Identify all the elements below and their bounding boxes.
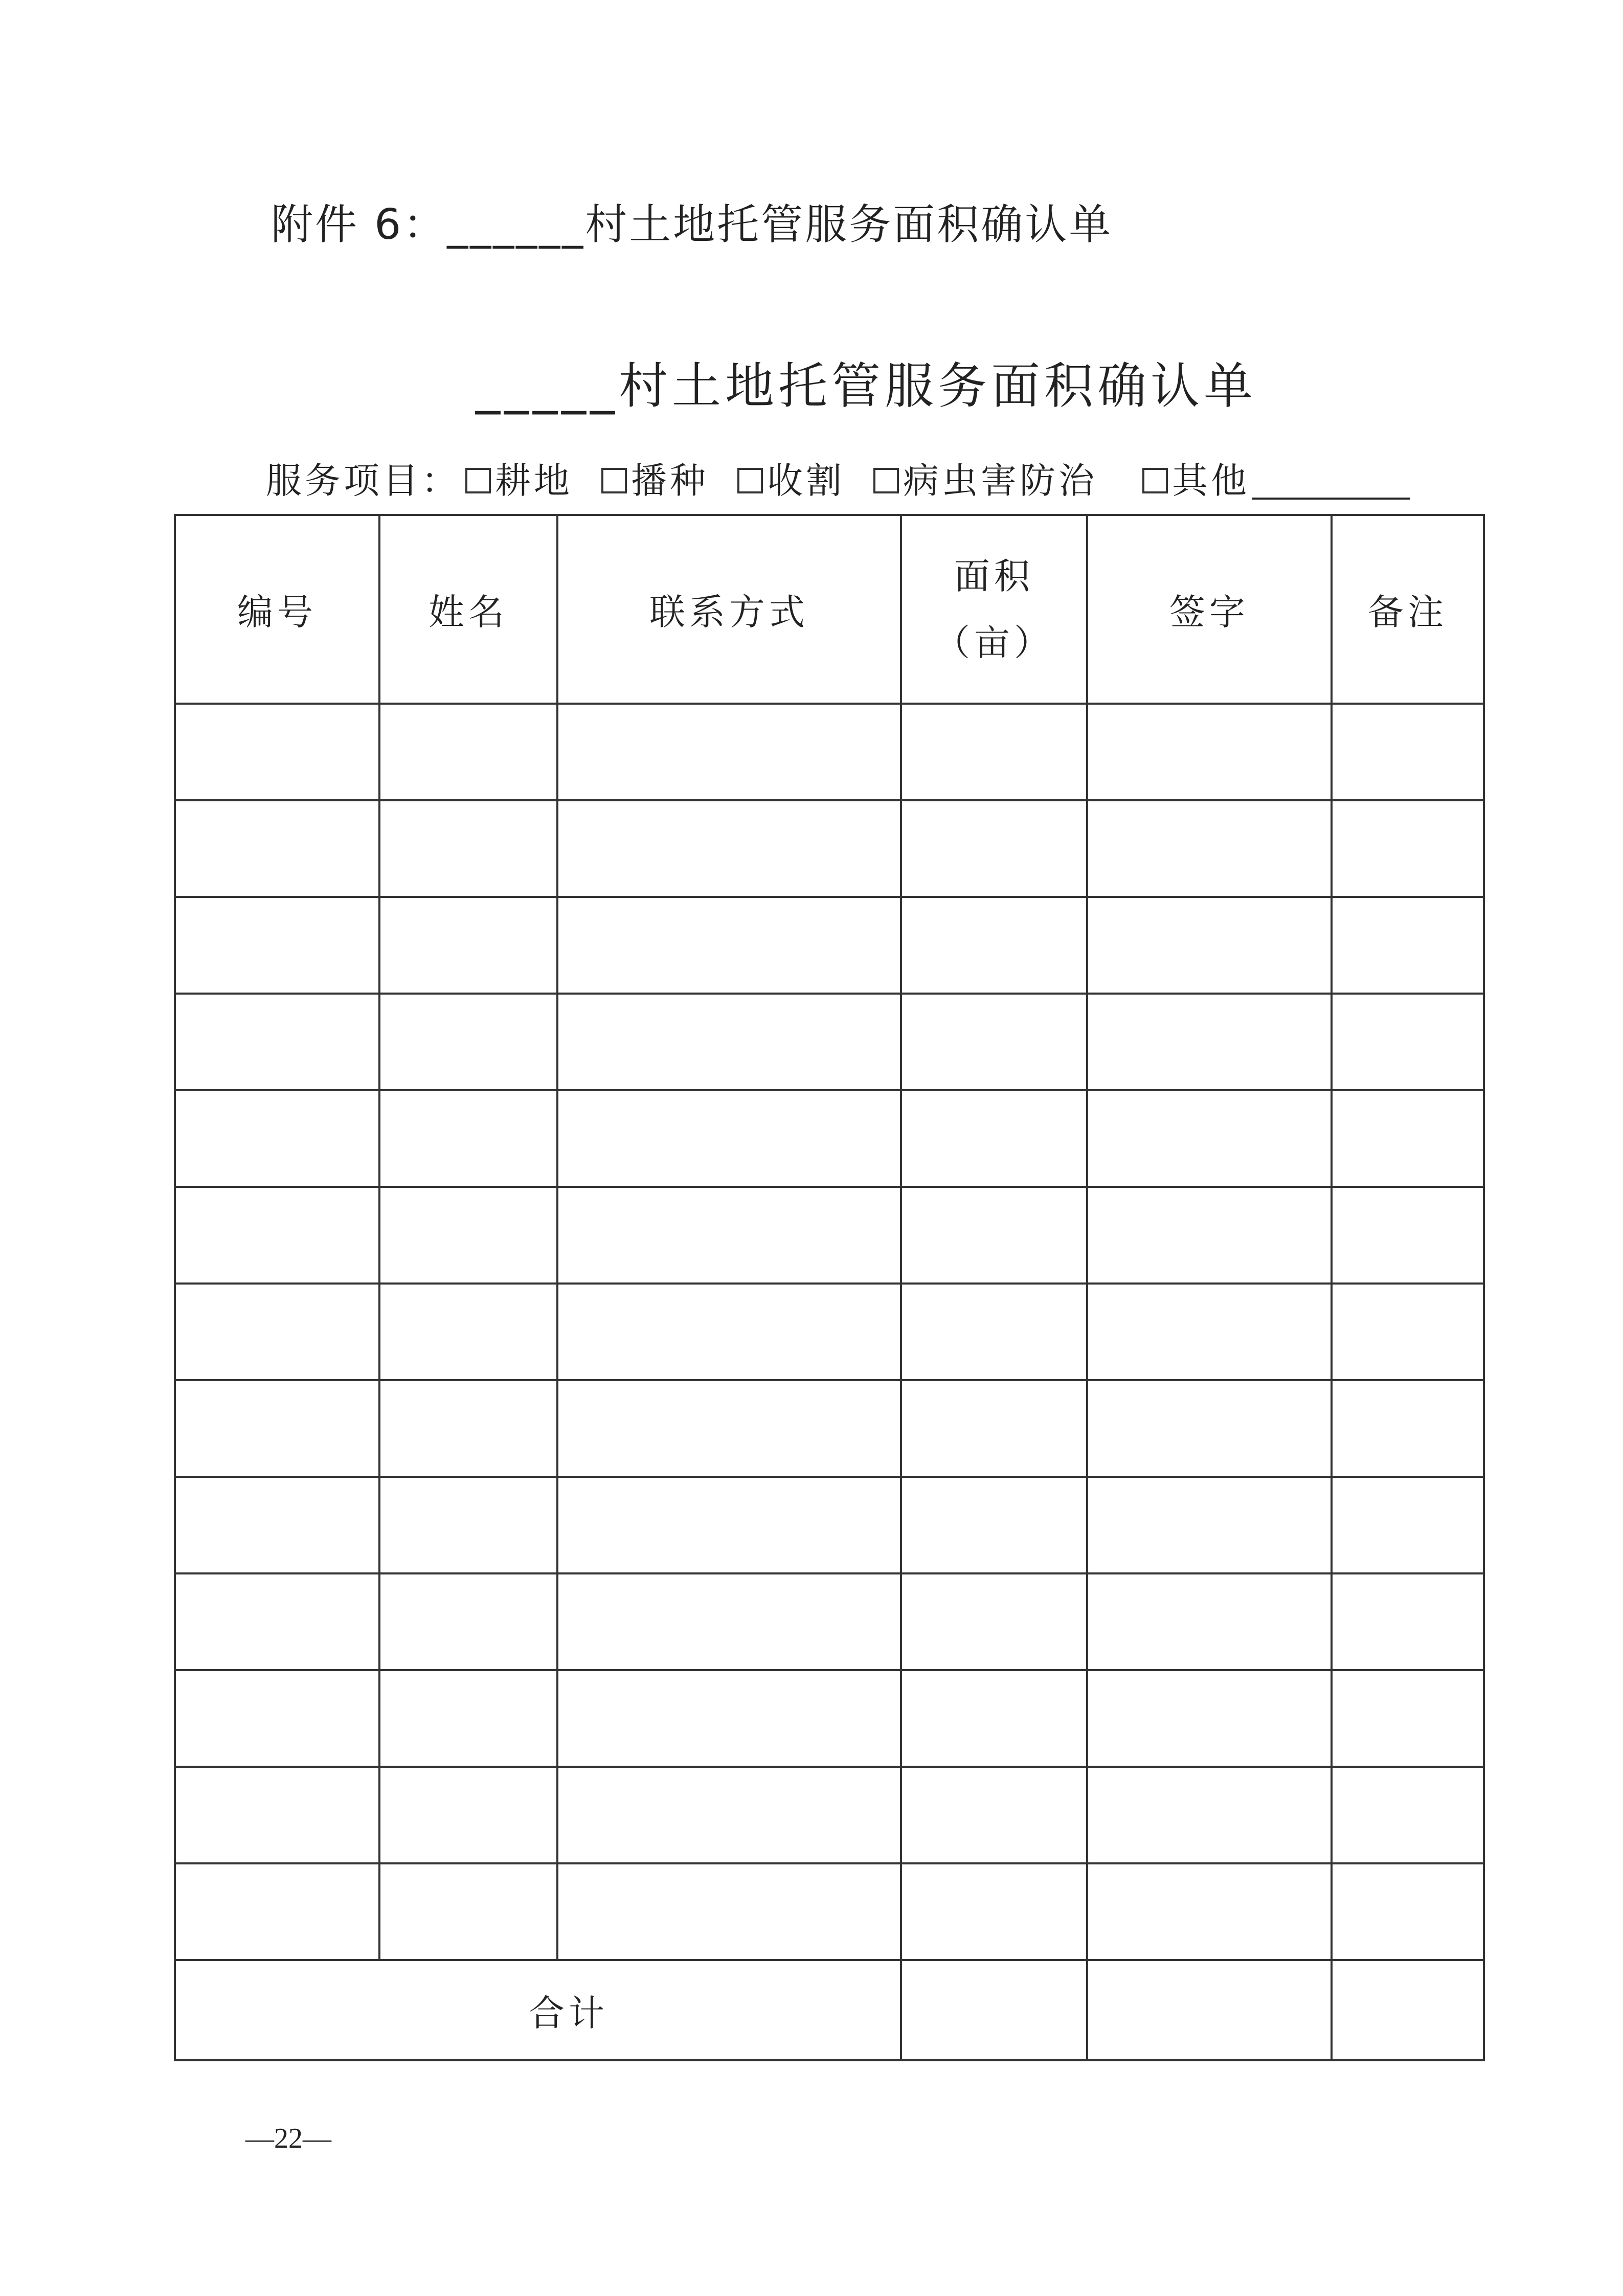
name-cell[interactable] — [379, 1090, 557, 1187]
remarks-cell[interactable] — [1332, 1380, 1484, 1477]
number-cell[interactable] — [175, 1284, 379, 1380]
option-harvesting[interactable] — [737, 455, 845, 506]
table-row — [175, 1573, 1484, 1670]
table-header-row — [175, 515, 1484, 704]
signature-cell[interactable] — [1087, 704, 1332, 800]
number-cell[interactable] — [175, 1767, 379, 1863]
contact-cell[interactable] — [557, 1090, 901, 1187]
name-cell[interactable] — [379, 1284, 557, 1380]
name-cell[interactable] — [379, 1187, 557, 1284]
harvesting-checkbox[interactable] — [737, 468, 763, 493]
area-cell[interactable] — [901, 1090, 1087, 1187]
table-row — [175, 1863, 1484, 1960]
table-row — [175, 1767, 1484, 1863]
number-cell[interactable] — [175, 1477, 379, 1573]
number-cell[interactable] — [175, 1670, 379, 1767]
table-row — [175, 1670, 1484, 1767]
total-remarks-cell[interactable] — [1332, 1960, 1484, 2060]
remarks-cell[interactable] — [1332, 1863, 1484, 1960]
name-cell[interactable] — [379, 897, 557, 994]
signature-cell[interactable] — [1087, 994, 1332, 1090]
area-cell[interactable] — [901, 1767, 1087, 1863]
remarks-cell[interactable] — [1332, 1284, 1484, 1380]
table-row — [175, 800, 1484, 897]
option-label: 其他 — [1172, 460, 1250, 502]
remarks-cell[interactable] — [1332, 897, 1484, 994]
contact-cell[interactable] — [557, 1573, 901, 1670]
area-confirmation-table — [174, 514, 1485, 2061]
area-cell[interactable] — [901, 1477, 1087, 1573]
other-specify-blank[interactable] — [1252, 462, 1410, 500]
area-cell[interactable] — [901, 704, 1087, 800]
table-row — [175, 1284, 1484, 1380]
header-remarks: 备注 — [1332, 515, 1484, 704]
number-cell[interactable] — [175, 704, 379, 800]
table-row — [175, 994, 1484, 1090]
remarks-cell[interactable] — [1332, 1767, 1484, 1863]
name-cell[interactable] — [379, 1863, 557, 1960]
signature-cell[interactable] — [1087, 897, 1332, 994]
name-cell[interactable] — [379, 1477, 557, 1573]
remarks-cell[interactable] — [1332, 1090, 1484, 1187]
table-row — [175, 1380, 1484, 1477]
remarks-cell[interactable] — [1332, 800, 1484, 897]
title-text: 村土地托管服务面积确认单 — [619, 357, 1257, 415]
number-cell[interactable] — [175, 897, 379, 994]
name-cell[interactable] — [379, 1670, 557, 1767]
signature-cell[interactable] — [1087, 1767, 1332, 1863]
signature-cell[interactable] — [1087, 800, 1332, 897]
header-area-unit: （亩） — [934, 621, 1054, 664]
attachment-prefix: 附件 6： — [271, 200, 447, 249]
name-cell[interactable] — [379, 1573, 557, 1670]
pest-control-checkbox[interactable] — [873, 468, 899, 493]
contact-cell[interactable] — [557, 994, 901, 1090]
number-cell[interactable] — [175, 1573, 379, 1670]
title-village-blank[interactable]: _____ — [476, 357, 619, 415]
signature-cell[interactable] — [1087, 1380, 1332, 1477]
area-cell[interactable] — [901, 1573, 1087, 1670]
contact-cell[interactable] — [557, 800, 901, 897]
name-cell[interactable] — [379, 1767, 557, 1863]
table-row — [175, 897, 1484, 994]
contact-cell[interactable] — [557, 1670, 901, 1767]
service-items-label: 服务项目： — [266, 460, 460, 502]
option-label: 病虫害防治 — [903, 460, 1097, 502]
option-pest-control[interactable] — [873, 455, 1097, 506]
signature-cell[interactable] — [1087, 1863, 1332, 1960]
contact-cell[interactable] — [557, 897, 901, 994]
attachment-title: 村土地托管服务面积确认单 — [585, 200, 1113, 249]
service-items-row — [266, 455, 1410, 506]
area-cell[interactable] — [901, 994, 1087, 1090]
area-cell[interactable] — [901, 1187, 1087, 1284]
remarks-cell[interactable] — [1332, 704, 1484, 800]
number-cell[interactable] — [175, 994, 379, 1090]
table-row — [175, 1090, 1484, 1187]
header-number: 编号 — [175, 515, 379, 704]
sowing-checkbox[interactable] — [601, 468, 627, 493]
remarks-cell[interactable] — [1332, 1670, 1484, 1767]
contact-cell[interactable] — [557, 1380, 901, 1477]
contact-cell[interactable] — [557, 1863, 901, 1960]
total-row — [175, 1960, 1484, 2060]
contact-cell[interactable] — [557, 1477, 901, 1573]
area-cell[interactable] — [901, 1863, 1087, 1960]
total-signature-cell[interactable] — [1087, 1960, 1332, 2060]
signature-cell[interactable] — [1087, 1573, 1332, 1670]
table-row — [175, 1477, 1484, 1573]
area-cell[interactable] — [901, 897, 1087, 994]
other-checkbox[interactable] — [1142, 468, 1168, 493]
name-cell[interactable] — [379, 1380, 557, 1477]
remarks-cell[interactable] — [1332, 1573, 1484, 1670]
header-name: 姓名 — [379, 515, 557, 704]
remarks-cell[interactable] — [1332, 994, 1484, 1090]
total-area-cell[interactable] — [901, 1960, 1087, 2060]
document-title — [476, 355, 1257, 417]
number-cell[interactable] — [175, 1863, 379, 1960]
contact-cell[interactable] — [557, 1284, 901, 1380]
number-cell[interactable] — [175, 1187, 379, 1284]
header-area — [901, 515, 1087, 704]
header-contact: 联系方式 — [557, 515, 901, 704]
header-signature: 签字 — [1087, 515, 1332, 704]
option-sowing[interactable] — [601, 455, 709, 506]
table-row — [175, 1187, 1484, 1284]
option-label: 耕地 — [495, 460, 573, 502]
signature-cell[interactable] — [1087, 1670, 1332, 1767]
number-cell[interactable] — [175, 1090, 379, 1187]
signature-cell[interactable] — [1087, 1477, 1332, 1573]
option-other[interactable] — [1142, 455, 1410, 506]
remarks-cell[interactable] — [1332, 1477, 1484, 1573]
name-cell[interactable] — [379, 994, 557, 1090]
contact-cell[interactable] — [557, 704, 901, 800]
table-row — [175, 704, 1484, 800]
name-cell[interactable] — [379, 800, 557, 897]
area-cell[interactable] — [901, 1380, 1087, 1477]
contact-cell[interactable] — [557, 1767, 901, 1863]
attachment-heading — [271, 197, 1113, 253]
option-label: 播种 — [631, 460, 709, 502]
area-cell[interactable] — [901, 1670, 1087, 1767]
village-name-blank[interactable]: ______ — [447, 200, 585, 249]
number-cell[interactable] — [175, 800, 379, 897]
area-cell[interactable] — [901, 800, 1087, 897]
option-plowing[interactable] — [465, 455, 573, 506]
table-body — [175, 704, 1484, 1960]
signature-cell[interactable] — [1087, 1187, 1332, 1284]
contact-cell[interactable] — [557, 1187, 901, 1284]
header-area-label: 面积 — [954, 555, 1034, 597]
plowing-checkbox[interactable] — [465, 468, 491, 493]
name-cell[interactable] — [379, 704, 557, 800]
option-label: 收割 — [767, 460, 845, 502]
total-label: 合计 — [175, 1960, 901, 2060]
page-number: —22— — [245, 2123, 331, 2154]
signature-cell[interactable] — [1087, 1284, 1332, 1380]
area-cell[interactable] — [901, 1284, 1087, 1380]
remarks-cell[interactable] — [1332, 1187, 1484, 1284]
number-cell[interactable] — [175, 1380, 379, 1477]
signature-cell[interactable] — [1087, 1090, 1332, 1187]
